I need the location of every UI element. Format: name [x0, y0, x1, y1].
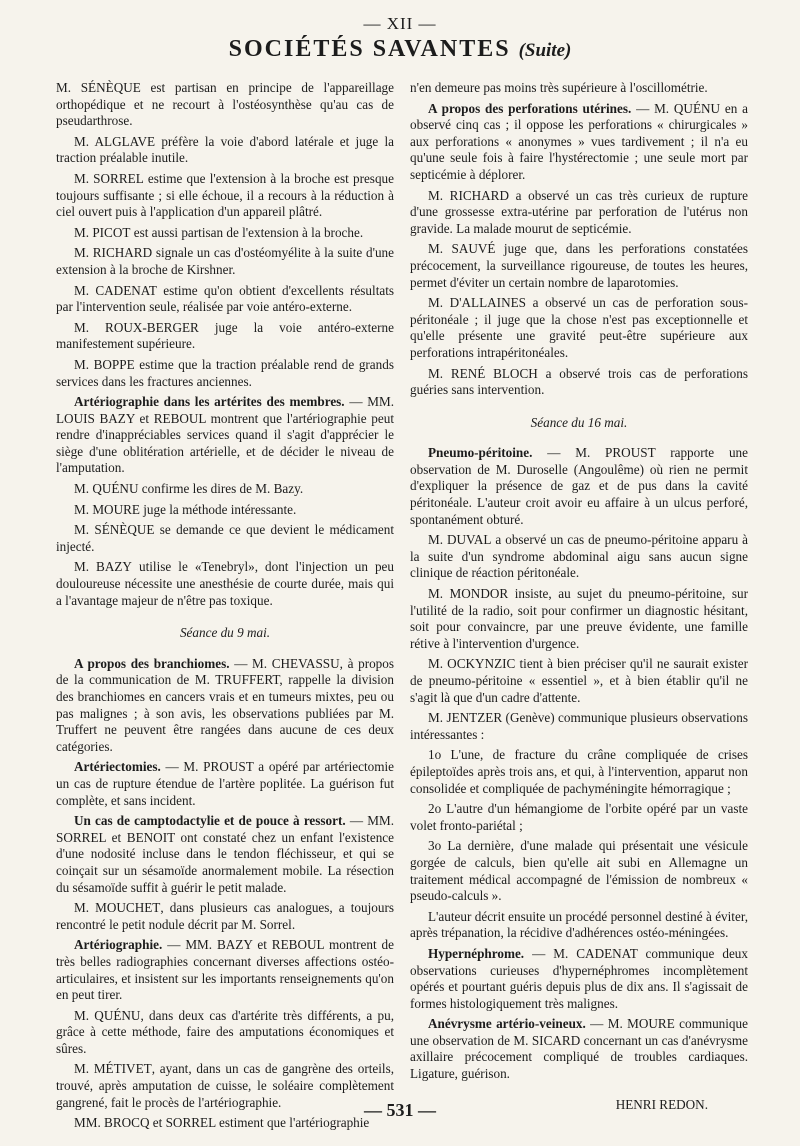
paragraph-text: — M. PROUST a opéré par artériectomie un cas de rupture étendue de l'artère poplitée. La guérison fut complète, et sans incident. [56, 759, 394, 808]
paragraph-text: insiste, au sujet du pneumo-péritoine, sur l'utilité de la radio, soit pour confirmer un diagnostic hésitant, soit pour convaincre, par une preuve évidente, une famille rétive à l'intervention d'urgence. [410, 586, 748, 651]
paragraph [410, 1016, 748, 1082]
title-suite: (Suite) [518, 40, 572, 61]
paragraph [410, 838, 748, 904]
paragraph-text: estime que la traction préalable rend de grands services dans les fractures anciennes. [56, 356, 394, 389]
speaker-name: M. ALGLAVE [74, 133, 156, 149]
paragraph [410, 80, 748, 97]
speaker-name: MM. BROCQ [74, 1115, 150, 1131]
paragraph-text: — M. QUÉNU en a observé cinq cas ; il oppose les perforations « chirurgicales » aux perforations « anonymes » vues tardivement ; il n'a eu qu'une seule fois à faire l'hystérectomie ; une seule mort par septicémie à déplorer. [410, 100, 748, 182]
page-number-footer: — 531 — [364, 1100, 436, 1120]
left-column [56, 80, 394, 1136]
paragraph [410, 710, 748, 743]
paragraph-text: a observé un cas très curieux de rupture d'une grossesse extra-utérine par perforation de l'utérus non gravide. La malade mourut de septicémie. [410, 187, 748, 236]
speaker-name: M. SORREL [74, 170, 144, 186]
paragraph-text: — MM. LOUIS BAZY et REBOUL montrent que l'artériographie peut rendre d'inappréciables services quand il s'agit d'apprécier le siège d'une oblitération artérielle, et de décider le niveau de l'amputation. [56, 394, 395, 476]
paragraph [410, 586, 748, 652]
paragraph-text: est aussi partisan de l'extension à la broche. [130, 224, 364, 240]
seance-heading: Séance du 9 mai. [179, 625, 271, 641]
paragraph-text: (Genève) communique plusieurs observations intéressantes : [410, 710, 748, 742]
paragraph-text: préfère la voie d'abord latérale et juge la traction préalable inutile. [56, 133, 394, 166]
paragraph-text: — M. CHEVASSU, à propos de la communication de M. TRUFFERT, rappelle la division des branchiomes en cancers vrais et en tumeurs mixtes, peu ou pas malignes ; à son avis, les observations publiées par M. Truffert ne peuvent être rangées dans aucune de ces deux catégories. [56, 655, 395, 754]
paragraph [56, 559, 394, 609]
speaker-name: M. QUÉNU [74, 1007, 141, 1023]
right-column [410, 80, 748, 1117]
paragraph-text: est partisan en principe de l'appareillage orthopédique et ne recourt à l'ostéosynthèse qu'au cas de pseudarthrose. [56, 80, 394, 129]
paragraph [56, 656, 394, 756]
paragraph [56, 1008, 394, 1058]
speaker-name: M. DUVAL [428, 532, 492, 548]
paragraph [410, 801, 748, 834]
paragraph [410, 101, 748, 184]
speaker-name: M. OCKYNZIC [428, 656, 516, 672]
paragraph [56, 759, 394, 809]
paragraph [56, 245, 394, 278]
paragraph-text: — M. PROUST rapporte une observation de M. Duroselle (Angoulême) où rien ne permit d'expliquer la présence de gaz et de pus dans la cavité péritonéale. L'auteur croit avoir eu affaire à un ulcus perforé, spontanément obturé. [410, 445, 748, 527]
paragraph [56, 80, 394, 130]
speaker-name: M. SÉNÈQUE [56, 80, 141, 95]
author-signature: HENRI REDON. [615, 1096, 708, 1112]
paragraph-text: n'en demeure pas moins très supérieure à l'oscillométrie. [410, 80, 708, 95]
speaker-name: M. MÉTIVET [74, 1061, 152, 1077]
speaker-name: M. RICHARD [428, 187, 509, 203]
paragraph-text: — M. CADENAT communique deux observations curieuses d'hypernéphromes incomplètement opérés et pourtant guéris depuis plus de dix ans. Il s'agissait de formes histologiquement très malignes. [410, 945, 748, 1011]
section-heading: A propos des branchiomes. [74, 655, 230, 671]
paragraph [410, 656, 748, 706]
paragraph [56, 522, 394, 555]
paragraph [56, 225, 394, 242]
paragraph-text: juge la méthode intéressante. [139, 501, 297, 517]
speaker-name: M. QUÉNU [74, 481, 139, 497]
section-heading: Un cas de camptodactylie et de pouce à ressort. [74, 813, 346, 829]
paragraph [410, 188, 748, 238]
speaker-name: M. MOURE [74, 501, 140, 517]
paragraph [56, 171, 394, 221]
speaker-name: M. CADENAT [74, 282, 157, 298]
paragraph-text: , dans deux cas d'artérite très différents, a pu, grâce à cette méthode, faire des amputations économiques et sûres. [56, 1007, 394, 1056]
paragraph [56, 481, 394, 498]
paragraph-text: juge la voie antéro-externe manifestement supérieure. [56, 319, 394, 352]
paragraph-text: a observé un cas de perforation sous-péritonéale ; il juge que la chose n'est pas exceptionnelle et qu'elle présente une gravité peut-être supérieure aux perforations intrapéritonéales. [410, 295, 749, 360]
page-title [0, 36, 800, 63]
paragraph-text: 1o L'une, de fracture du crâne compliquée de crises épileptoïdes après trois ans, et qui, à l'intervention, apparut non consolidée et compliquée de pachyméningite hémorragique ; [410, 747, 748, 796]
paragraph-text: estime que l'extension à la broche est presque toujours suffisante ; si elle échoue, il a recours à la réduction à ciel ouvert puis à l'application d'un appareil plâtré. [56, 170, 394, 220]
speaker-name: M. MOUCHET [74, 900, 161, 916]
section-heading: Artériographie. [74, 937, 163, 953]
paragraph-text: L'auteur décrit ensuite un procédé personnel destiné à éviter, après trépanation, la récidive d'adhérences ostéo-méningées. [410, 908, 748, 941]
speaker-name: M. SÉNÈQUE [74, 522, 155, 538]
paragraph [410, 241, 748, 291]
paragraph [56, 134, 394, 167]
paragraph [410, 366, 748, 399]
paragraph-text: se demande ce que devient le médicament injecté. [56, 522, 394, 554]
paragraph [56, 320, 394, 353]
speaker-name: M. ROUX-BERGER [74, 319, 199, 335]
paragraph-text: — MM. BAZY et REBOUL montrent de très belles radiographies concernant diverses affections ostéo-articulaires, et insistent sur les importants renseignements qu'on en peut tirer. [56, 937, 394, 1003]
paragraph [56, 813, 394, 896]
speaker-name: M. D'ALLAINES [428, 295, 526, 311]
paragraph-text: estime qu'on obtient d'excellents résultats par l'intervention seule, réalisée par voie antéro-externe. [56, 282, 395, 315]
paragraph-text: utilise le «Tenebryl», dont l'injection un peu douloureuse nécessite une anesthésie de courte durée, mais qui a l'avantage majeur de n'être pas toxique. [56, 559, 394, 608]
title-text: SOCIÉTÉS SAVANTES [228, 36, 511, 62]
speaker-name: M. BAZY [74, 559, 132, 575]
seance-heading: Séance du 16 mai. [530, 414, 628, 430]
paragraph [410, 747, 748, 797]
paragraph-text: juge que, dans les perforations constatées précocement, la surveillance rigoureuse, de toutes les heures, permet d'éviter un certain nombre de laparotomies. [410, 241, 748, 290]
paragraph-text: a observé trois cas de perforations guéries sans intervention. [410, 365, 748, 398]
paragraph-text: confirme les dires de M. Bazy. [138, 481, 304, 497]
paragraph-text: , ayant, dans un cas de gangrène des orteils, trouvé, après amputation de cuisse, le soléaire complètement gangrené, fait le procès de l'artériographie. [56, 1061, 394, 1110]
speaker-name: M. RICHARD [74, 245, 153, 261]
speaker-name: M. PICOT [74, 224, 131, 240]
speaker-name: M. MONDOR [428, 586, 509, 602]
paragraph-text: et SORREL estiment que l'artériographie [149, 1115, 370, 1131]
section-heading: A propos des perforations utérines. [428, 100, 632, 116]
paragraph-text: 2o L'autre d'un hémangiome de l'orbite opéré par un vaste volet fronto-pariétal ; [410, 801, 748, 833]
section-heading: Artériographie dans les artérites des membres. [74, 394, 345, 410]
paragraph [410, 295, 748, 361]
speaker-name: M. BOPPE [74, 356, 135, 372]
paragraph [56, 357, 394, 390]
paragraph [56, 394, 394, 477]
paragraph-text: — MM. SORREL et BENOIT ont constaté chez un enfant l'existence d'une nodosité incluse dans le tendon fléchisseur, et qui se coinçait sur un sésamoïde anormalement mobile. La résection du sésamoïde suffit à guérir le petit malade. [56, 813, 394, 895]
speaker-name: M. SAUVÉ [428, 241, 496, 257]
page-header [0, 14, 800, 63]
paragraph [56, 502, 394, 519]
section-heading: Anévrysme artério-veineux. [428, 1016, 586, 1032]
paragraph [410, 909, 748, 942]
paragraph [56, 937, 394, 1003]
paragraph-text: — M. MOURE communique une observation de M. SICARD concernant un cas d'anévrysme axillaire précocement compliqué de troubles cardiaques. Ligature, guérison. [410, 1016, 748, 1082]
speaker-name: M. RENÉ BLOCH [428, 365, 538, 381]
paragraph [410, 445, 748, 528]
paragraph [56, 283, 394, 316]
paragraph-text: , dans plusieurs cas analogues, a toujours rencontré le petit nodule décrit par M. Sorrel. [56, 900, 394, 932]
speaker-name: M. JENTZER [428, 710, 503, 726]
paragraph [410, 946, 748, 1012]
paragraph-text: tient à bien préciser qu'il ne saurait exister de pneumo-péritoine « essentiel », et à bien établir qu'il ne s'agit là que d'un cadre d'attente. [410, 656, 749, 705]
paragraph [56, 900, 394, 933]
section-heading: Pneumo-péritoine. [428, 445, 533, 461]
paragraph [410, 532, 748, 582]
paragraph-text: signale un cas d'ostéomyélite à la suite d'une extension à la broche de Kirshner. [56, 245, 394, 277]
paragraph-text: a observé un cas de pneumo-péritoine apparu à la suite d'un syndrome abdominal aigu sans aucun signe clinique de réaction péritonéale. [410, 532, 748, 581]
section-heading: Hypernéphrome. [428, 945, 525, 961]
section-heading: Artériectomies. [74, 759, 161, 775]
roman-page-number: — XII — [363, 14, 437, 33]
paragraph-text: 3o La dernière, d'une malade qui présentait une vésicule gorgée de calculs, bien qu'elle ait subi en Allemagne un traitement médical accompagné de l'émission de nombreux « pseudo-calculs ». [410, 838, 748, 904]
